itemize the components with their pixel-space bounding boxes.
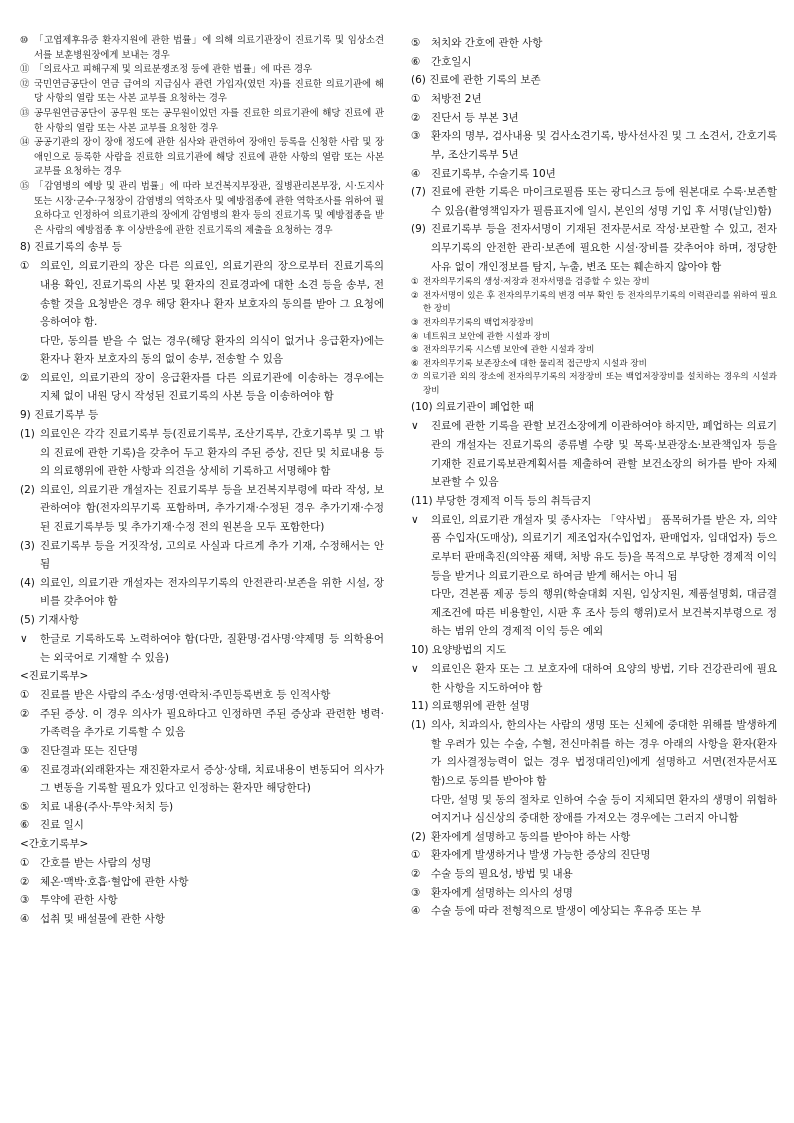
list-marker: (9) [411,223,426,236]
list-marker: ∨ [411,420,419,433]
list-marker: ⑪ [20,64,30,76]
list-item [411,34,777,53]
list-marker: (2) [411,830,426,843]
list-marker: ∨ [20,633,28,645]
list-item-text: 전자서명이 있은 후 전자의무기록의 변경 여부 확인 등 전자의무기록의 이력관리를 위하여 필요한 장비 [423,290,777,315]
list-marker: (7) [411,186,426,199]
list-item [411,660,777,697]
list-item-text: 진료기록부 등을 전자서명이 기재된 전자문서로 작성·보관할 수 있고, 전자의무기록의 안전한 관리·보존에 필요한 시설·장비를 갖추어야 하며, 정당한 사유 없이 개인정보를 탐지, 누출, 변조 또는 훼손하지 않아야 함 [431,223,777,273]
section-heading: 11) 의료행위에 관한 설명 [411,700,530,713]
list-item [411,331,777,345]
list-item-text: 「감염병의 예방 및 관리 법률」에 따라 보건복지부장관, 질병관리본부장, 시·도지사 또는 시장·군수·구청장이 감염병의 역학조사 및 예방접종에 관한 역학조사를 위하여 필요하다고 인정하여 의료기관의 장에게 감염병의 환자 등의 진료기록 및 예방접종을 받은 사람의 예방접종 후 이상반응에 관한 진료기록의 제출을 요청하는 경우 [34,180,384,236]
list-item [411,165,777,184]
list-marker: ① [411,277,419,288]
list-item-text: 의료기관 외의 장소에 전자의무기록의 저장장비 또는 백업저장장비를 설치하는 경우의 시설과 장비 [423,372,777,396]
list-marker: ⑥ [411,55,421,68]
list-item-text: 치료 내용(주사·투약·처치 등) [40,800,174,813]
list-item-text: 「고엽제후유증 환자지원에 관한 법률」에 의해 의료기관장이 진료기록 및 임상소견서를 보훈병원장에게 보내는 경우 [34,35,384,61]
list-item [20,107,384,136]
list-marker: ⑥ [20,819,30,832]
list-item [411,865,777,884]
list-item-text: 환자에게 설명하는 의사의 성명 [431,886,573,899]
list-item-text: 전자의무기록의 생성·저장과 전자서명을 검증할 수 있는 장비 [423,277,650,288]
list-marker: ④ [411,905,421,918]
list-item [20,369,384,406]
list-item-text: 공공기관의 장이 장애 정도에 관한 심사와 관련하여 장애인 등록을 신청한 사람 및 장애인으로 등록한 사람을 진료한 의료기관에 해당 진료에 관한 사항의 열람 또는 사본 교부를 요청하는 경우 [34,137,384,178]
list-item [411,417,777,491]
list-item [411,344,777,358]
list-marker: ⑫ [20,78,30,90]
list-item-text: 「의료사고 피해구제 및 의료분쟁조정 등에 관한 법률」에 따른 경우 [34,64,313,76]
list-item-text: 환자에게 설명하고 동의를 받아야 하는 사항 [431,830,631,843]
list-marker: ③ [20,894,30,907]
list-item [20,34,384,63]
list-marker: ⑬ [20,107,30,119]
list-item-text: 환자에게 발생하거나 발생 가능한 증상의 진단명 [431,849,651,862]
list-item [20,910,384,929]
list-item [20,180,384,238]
list-marker: (1) [20,428,35,441]
list-item [20,873,384,892]
list-marker: ① [411,849,421,862]
list-item [411,183,777,220]
list-item [411,290,777,317]
list-item-text: 섭취 및 배설물에 관한 사항 [40,912,165,925]
list-item-text: 전자의무기록 보존장소에 대한 물리적 접근방지 시설과 장비 [423,358,647,369]
list-marker: ① [20,260,30,273]
list-marker: ④ [411,167,421,180]
list-marker: ② [411,867,421,880]
list-item-text: 의사, 치과의사, 한의사는 사람의 생명 또는 신체에 중대한 위해를 발생하게 할 우려가 있는 수술, 수혈, 전신마취를 하는 경우 아래의 사항을 환자(환자가 의사결정능력이 없는 경우 법정대리인)에게 설명하고 서면(전자문서포함)으로 동의를 받아야 함 [431,719,777,787]
list-item-text: 진료경과(외래환자는 재진환자로서 증상·상태, 치료내용이 변동되어 의사가 그 변동을 기록할 필요가 있다고 인정하는 환자만 해당한다) [40,763,384,795]
section-heading: (6) 진료에 관한 기록의 보존 [411,74,541,87]
list-item-text: 의료인, 의료기관 개설자는 전자의무기록의 안전관리·보존을 위한 시설, 장비를 갖추어야 함 [40,576,384,608]
list-item-text: 진료를 받은 사람의 주소·성명·연락처·주민등록번호 등 인적사항 [40,689,331,702]
list-item-text: 의료인은 각각 진료기록부 등(진료기록부, 조산기록부, 간호기록부 및 그 밖의 진료에 관한 기록)을 갖추어 두고 환자의 주된 증상, 진단 및 치료내용 등의 의료행위에 관한 사항과 의견을 상세히 기록하고 서명해야 함 [40,428,384,478]
list-item-text: 의료인, 의료기관 개설자 및 종사자는 「약사법」 품목허가를 받은 자, 의약품 수입자(도매상), 의료기기 제조업자(수입업자, 판매업자, 임대업자) 등으로부터 판매촉진(의약품 채택, 처방 유도 등)을 목적으로 부당한 경제적 이익 등을 받거나 의료기관으로 하여금 받게 해서는 아니 됨 [431,513,777,582]
list-marker: ① [20,856,30,869]
list-item [411,716,777,790]
list-item-text: 진단결과 또는 진단명 [40,744,138,757]
list-marker: ① [20,689,30,702]
list-item [411,511,777,585]
list-marker: ③ [411,886,421,899]
list-marker: (3) [20,539,35,552]
list-item-text: 주된 증상. 이 경우 의사가 필요하다고 인정하면 주된 증상과 관련한 병력·가족력을 추가로 기록할 수 있음 [40,707,384,739]
list-marker: ② [20,875,30,888]
list-item-text: 의료인, 의료기관의 장은 다른 의료인, 의료기관의 장으로부터 진료기록의 내용 확인, 진료기록의 사본 및 환자의 진료경과에 대한 소견 등을 송부, 전송할 것을 요청받은 경우 해당 환자나 환자 보호자의 동의를 받아 그 요청에 응하여야 함. [40,260,384,329]
list-marker: ① [411,93,421,106]
list-item-text: 의료인은 환자 또는 그 보호자에 대하여 요양의 방법, 기타 건강관리에 필요한 사항을 지도하여야 함 [431,663,777,694]
list-item-text: 진료에 관한 기록을 관할 보건소장에게 이관하여야 하지만, 폐업하는 의료기관의 개설자는 진료기록의 종류별 수량 및 목록·보관장소·보관책임자 등을 기재한 진료기록보관계획서를 제출하여 관할 보건소장의 허가를 받아 자체 보관할 수 있음 [431,420,777,489]
list-item [20,761,384,798]
list-item [411,371,777,398]
list-marker: ③ [411,317,419,328]
list-item-text: 수술 등의 필요성, 방법 및 내용 [431,867,573,880]
section-heading: <간호기록부> [20,837,89,850]
list-marker: ④ [20,912,30,925]
list-item [411,220,777,276]
list-marker: ② [411,111,421,124]
list-item [411,358,777,372]
list-marker: ④ [20,763,30,776]
list-marker: ② [20,707,30,720]
list-marker: ⑤ [411,345,419,356]
paragraph: 다만, 동의를 받을 수 없는 경우(해당 환자의 의식이 없거나 응급환자)에는 환자나 환자 보호자의 동의 없이 송부, 전송할 수 있음 [40,334,384,366]
list-marker: ② [20,371,30,384]
list-item-text: 체온·맥박·호흡·혈압에 관한 사항 [40,875,189,888]
list-item-text: 한글로 기록하도록 노력하여야 함(다만, 질환명·검사명·약제명 등 의학용어는 외국어로 기재할 수 있음) [40,633,384,664]
list-item [20,63,384,78]
list-marker: ⑮ [20,180,30,192]
list-item-text: 의료인, 의료기관의 장이 응급환자를 다른 의료기관에 이송하는 경우에는 지체 없이 내원 당시 작성된 진료기록의 사본 등을 이송하여야 함 [40,371,384,403]
section-heading: (5) 기재사항 [20,614,79,626]
list-item-text: 간호일시 [431,55,472,68]
list-item [20,481,384,537]
list-item-text: 진료기록부, 수술기록 10년 [431,167,556,180]
list-item-text: 진료에 관한 기록은 마이크로필름 또는 광디스크 등에 원본대로 수록·보존할 수 있음(촬영책임자가 필름표지에 일시, 본인의 성명 기입 후 서명(날인)함) [431,186,777,217]
list-marker: ④ [411,331,419,342]
list-marker: ⑩ [20,35,29,46]
list-item [20,816,384,835]
list-item [411,276,777,290]
list-marker: ⑭ [20,137,30,149]
list-item-text: 네트워크 보안에 관한 시설과 장비 [423,331,551,342]
paragraph: 다만, 설명 및 동의 절차로 인하여 수술 등이 지체되면 환자의 생명이 위험하여지거나 심신상의 중대한 장애를 가져오는 경우에는 그러지 아니함 [431,793,777,825]
list-item [20,136,384,180]
list-item [20,705,384,742]
list-marker: ② [411,290,419,301]
list-item [411,127,777,164]
list-item-text: 진료 일시 [40,819,84,832]
list-item [411,53,777,72]
list-item-text: 수술 등에 따라 전형적으로 발생이 예상되는 후유증 또는 부 [431,905,702,918]
list-item-text: 전자의무기록 시스템 보안에 관한 시설과 장비 [423,345,595,356]
list-marker: (1) [411,719,426,732]
left-column [20,34,384,928]
list-item-text: 간호를 받는 사람의 성명 [40,856,152,869]
section-heading: 9) 진료기록부 등 [20,409,99,422]
list-marker: (4) [20,576,35,589]
list-item [20,257,384,331]
list-marker: ⑥ [411,358,419,369]
list-item [20,574,384,611]
list-item [20,78,384,107]
list-item [20,854,384,873]
list-item [411,902,777,921]
list-marker: ⑤ [20,800,30,813]
section-heading: 8) 진료기록의 송부 등 [20,241,122,254]
list-marker: ⑦ [411,372,419,383]
list-item [20,686,384,705]
section-heading: (10) 의료기관이 폐업한 때 [411,401,534,414]
list-item-text: 진료기록부 등을 거짓작성, 고의로 사실과 다르게 추가 기재, 수정해서는 안 됨 [40,539,384,571]
list-item [20,537,384,574]
list-item-text: 처치와 간호에 관한 사항 [431,37,543,49]
list-marker: (2) [20,483,35,496]
list-item-text: 진단서 등 부본 3년 [431,111,519,124]
list-marker: ∨ [411,663,419,675]
list-item [411,846,777,865]
list-item-text: 의료인, 의료기관 개설자는 진료기록부 등을 보건복지부령에 따라 작성, 보관하여야 함(전자의무기록 포함하며, 추가기재·수정된 경우 추가기재·수정된 진료기록부등 및 추가기재·수정 전의 원본을 모두 포함한다) [40,483,384,534]
right-column [411,34,777,921]
list-marker: ③ [411,130,421,143]
list-item [411,884,777,903]
list-item [20,798,384,817]
list-item [20,742,384,761]
list-marker: ∨ [411,513,419,526]
section-heading: 10) 요양방법의 지도 [411,644,507,656]
list-item-text: 투약에 관한 사항 [40,894,118,907]
list-item-text: 전자의무기록의 백업저장장비 [423,317,534,328]
section-heading: <진료기록부> [20,670,89,683]
list-item-text: 환자의 명부, 검사내용 및 검사소견기록, 방사선사진 및 그 소견서, 간호기록부, 조산기록부 5년 [431,130,777,161]
list-item [20,891,384,910]
list-item [20,630,384,667]
list-item-text: 처방전 2년 [431,93,482,106]
list-item [411,109,777,128]
list-item [411,90,777,109]
list-item [20,425,384,481]
list-marker: ⑤ [411,37,421,49]
list-item-text: 국민연금공단이 연금 급여의 지급심사 관련 가입자(였던 자)를 진료한 의료기관에 해당 사항의 열람 또는 사본 교부를 요청하는 경우 [34,78,384,105]
list-marker: ③ [20,744,30,757]
list-item [411,317,777,331]
list-item-text: 공무원연금공단이 공무원 또는 공무원이었던 자를 진료한 의료기관에 해당 진료에 관한 사항의 열람 또는 사본 교부를 요청한 경우 [34,107,384,134]
section-heading: (11) 부당한 경제적 이득 등의 취득금지 [411,494,592,507]
list-item [411,828,777,847]
paragraph: 다만, 견본품 제공 등의 행위(학술대회 지원, 임상지원, 제품설명회, 대금결제조건에 따른 비용할인, 시판 후 조사 등의 행위)로서 보건복지부령으로 정하는 범위 안의 경제적 이익 등은 예외 [431,588,777,638]
